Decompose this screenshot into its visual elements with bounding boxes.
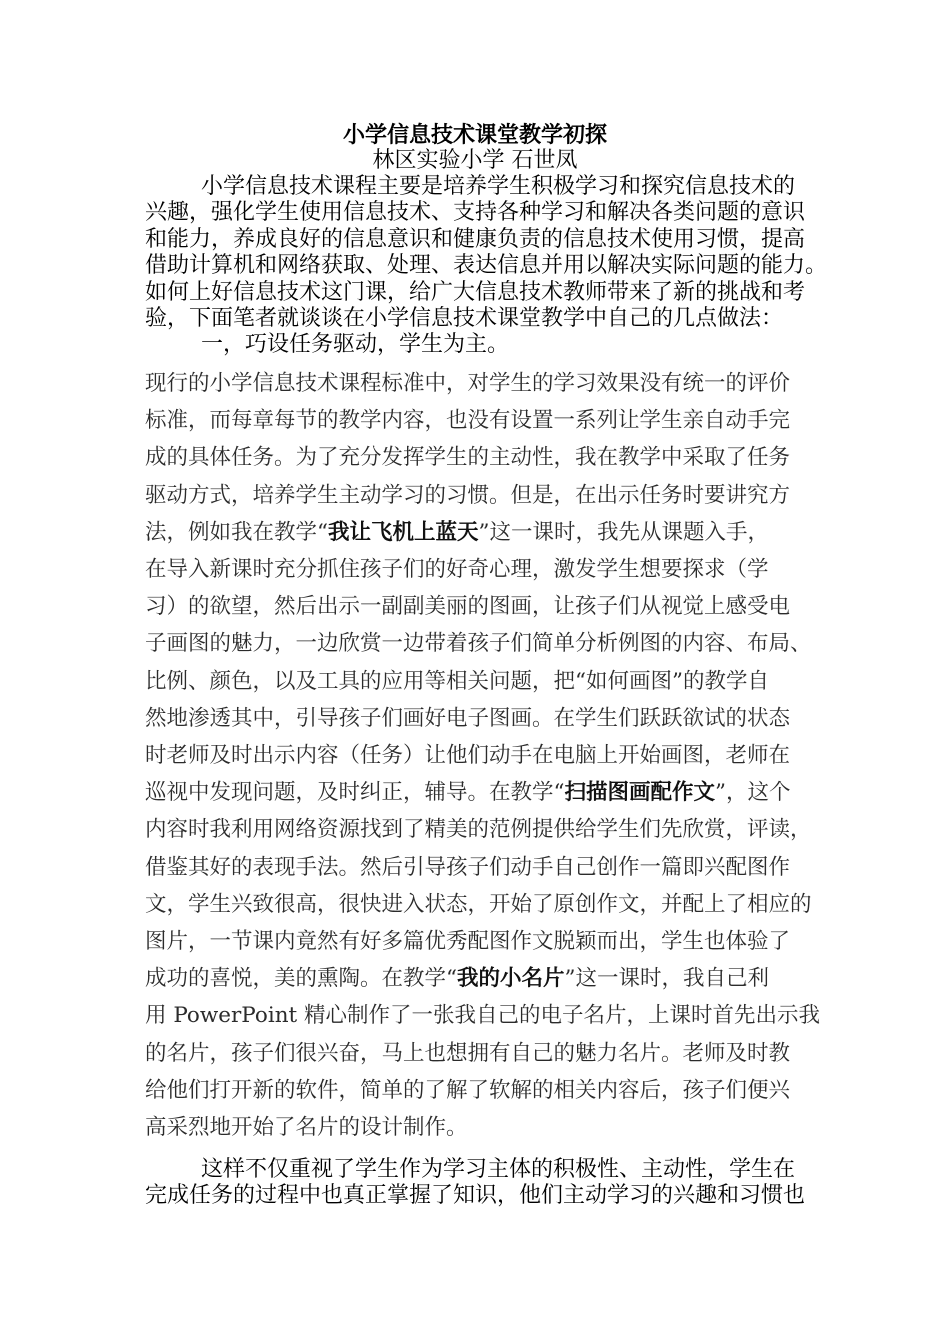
body-line: 文，学生兴致很高，很快进入状态，开始了原创作文，并配上了相应的 [145, 891, 812, 917]
document-title: 小学信息技术课堂教学初探 [342, 122, 607, 148]
intro-paragraph [145, 174, 828, 359]
body-line: 然地渗透其中，引导孩子们画好电子图画。在学生们跃跃欲试的状态 [145, 705, 791, 731]
lesson-title-bold: 我的小名片 [457, 966, 565, 992]
body-text: ”，这个 [715, 780, 791, 806]
body-line: 用 PowerPoint 精心制作了一张我自己的电子名片，上课时首先出示我 [145, 1003, 821, 1029]
closing-line: 这样不仅重视了学生作为学习主体的积极性、主动性，学生在 [201, 1157, 796, 1182]
body-line: 成的具体任务。为了充分发挥学生的主动性，我在教学中采取了任务 [145, 445, 791, 471]
intro-line: 借助计算机和网络获取、处理、表达信息并用以解决实际问题的能力。 [145, 253, 828, 279]
body-text: ”这一课时，我自己利 [564, 966, 770, 992]
lesson-title-bold: 我让飞机上蓝天 [328, 519, 479, 545]
body-text: ”这一课时，我先从课题入手， [478, 519, 770, 545]
body-line: 子画图的魅力，一边欣赏一边带着孩子们简单分析例图的内容、布局、 [145, 631, 812, 657]
section-heading: 一，巧设任务驱动，学生为主。 [201, 332, 510, 358]
body-line: 高采烈地开始了名片的设计制作。 [145, 1115, 468, 1141]
intro-line: 小学信息技术课程主要是培养学生积极学习和探究信息技术的 [201, 174, 796, 199]
closing-paragraph [145, 1157, 825, 1210]
body-line: 在导入新课时充分抓住孩子们的好奇心理，激发学生想要探求（学 [145, 557, 769, 583]
intro-line: 和能力，养成良好的信息意识和健康负责的信息技术使用习惯，提高 [145, 226, 806, 252]
body-paragraph [145, 365, 825, 1146]
body-text: 巡视中发现问题，及时纠正，辅导。在教学“ [145, 780, 565, 806]
body-text: 成功的喜悦，美的熏陶。在教学“ [145, 966, 457, 992]
body-line: 习）的欲望，然后出示一副副美丽的图画，让孩子们从视觉上感受电 [145, 594, 791, 620]
author-line: 林区实验小学 石世凤 [372, 148, 578, 173]
body-line: 图片，一节课内竟然有好多篇优秀配图作文脱颖而出，学生也体验了 [145, 929, 791, 955]
body-line: 标准，而每章每节的教学内容，也没有设置一系列让学生亲自动手完 [145, 408, 791, 434]
body-line: 内容时我利用网络资源找到了精美的范例提供给学生们先欣赏，评读， [145, 817, 812, 843]
closing-line: 完成任务的过程中也真正掌握了知识，他们主动学习的兴趣和习惯也 [145, 1183, 806, 1209]
body-line [145, 514, 825, 551]
intro-line: 如何上好信息技术这门课，给广大信息技术教师带来了新的挑战和考 [145, 279, 806, 305]
body-text: 法，例如我在教学“ [145, 519, 328, 545]
body-line: 的名片，孩子们很兴奋，马上也想拥有自己的魅力名片。老师及时教 [145, 1040, 791, 1066]
intro-line: 验，下面笔者就谈谈在小学信息技术课堂教学中自己的几点做法： [145, 306, 784, 332]
body-line [145, 960, 825, 997]
body-line: 借鉴其好的表现手法。然后引导孩子们动手自己创作一篇即兴配图作 [145, 854, 791, 880]
lesson-title-bold: 扫描图画配作文 [564, 780, 716, 806]
body-line [145, 774, 825, 811]
body-line: 现行的小学信息技术课程标准中，对学生的学习效果没有统一的评价 [145, 371, 791, 396]
body-line: 比例、颜色，以及工具的应用等相关问题，把“如何画图”的教学自 [145, 668, 769, 694]
body-line: 驱动方式，培养学生主动学习的习惯。但是，在出示任务时要讲究方 [145, 482, 791, 508]
body-line: 给他们打开新的软件，简单的了解了软解的相关内容后，孩子们便兴 [145, 1077, 791, 1103]
intro-line: 兴趣，强化学生使用信息技术、支持各种学习和解决各类问题的意识 [145, 200, 806, 226]
body-line: 时老师及时出示内容（任务）让他们动手在电脑上开始画图，老师在 [145, 743, 791, 769]
